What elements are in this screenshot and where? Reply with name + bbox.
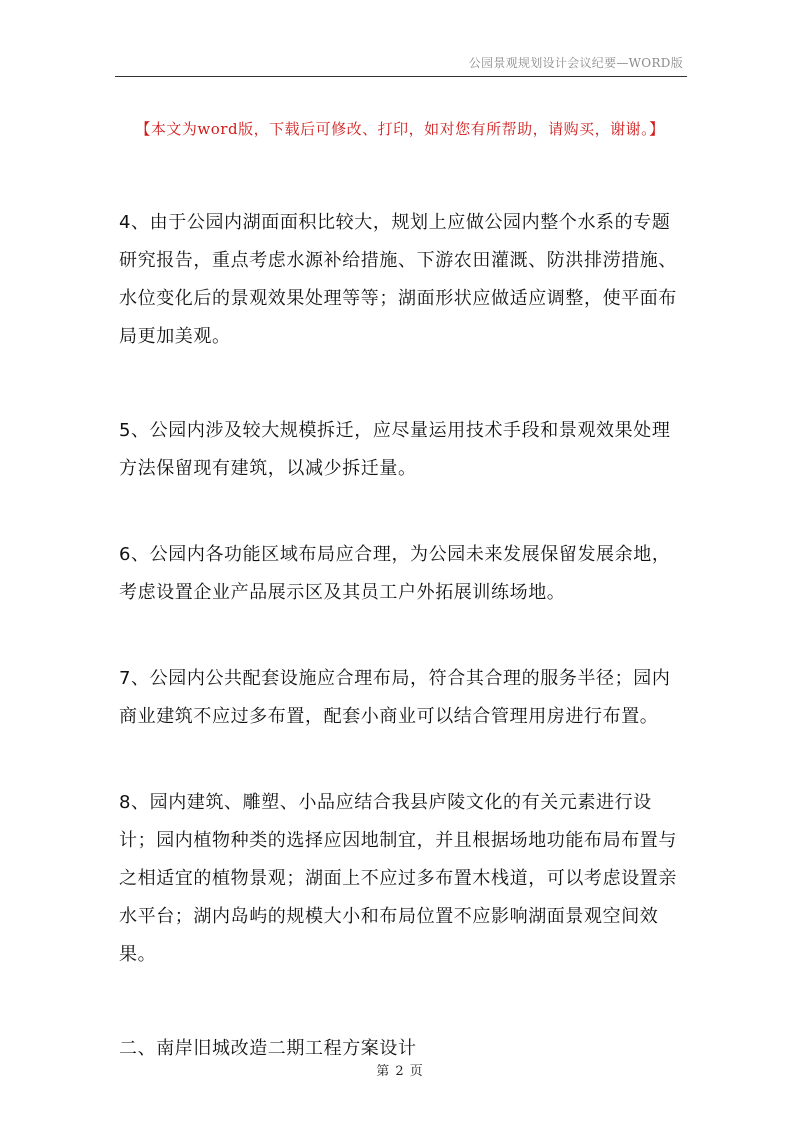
page-header [115,54,687,77]
page-number: 第 2 页 [376,1064,424,1079]
download-notice: 【本文为word版，下载后可修改、打印，如对您有所帮助，请购买，谢谢。】 [135,120,665,138]
section-heading: 二、南岸旧城改造二期工程方案设计 [119,1038,417,1059]
paragraph-4: 4、由于公园内湖面面积比较大，规划上应做公园内整个水系的专题研究报告，重点考虑水源补给措施、下游农田灌溉、防洪排涝措施、水位变化后的景观效果处理等等；湖面形状应做适应调整，使平面布局更加美观。 [119,212,677,347]
paragraph-8: 8、园内建筑、雕塑、小品应结合我县庐陵文化的有关元素进行设计；园内植物种类的选择应因地制宜，并且根据场地功能布局布置与之相适宜的植物景观；湖面上不应过多布置木栈道，可以考虑设置亲水平台；湖内岛屿的规模大小和布局位置不应影响湖面景观空间效果。 [119,792,677,965]
document-body [119,204,689,1068]
paragraph-7: 7、公园内公共配套设施应合理布局，符合其合理的服务半径；园内商业建筑不应过多布置，配套小商业可以结合管理用房进行布置。 [119,668,671,727]
paragraph-5: 5、公园内涉及较大规模拆迁，应尽量运用技术手段和景观效果处理方法保留现有建筑，以减少拆迁量。 [119,420,671,479]
paragraph-6: 6、公园内各功能区域布局应合理，为公园未来发展保留发展余地，考虑设置企业产品展示区及其员工户外拓展训练场地。 [119,544,671,603]
header-title: 公园景观规划设计会议纪要—WORD版 [468,56,683,70]
